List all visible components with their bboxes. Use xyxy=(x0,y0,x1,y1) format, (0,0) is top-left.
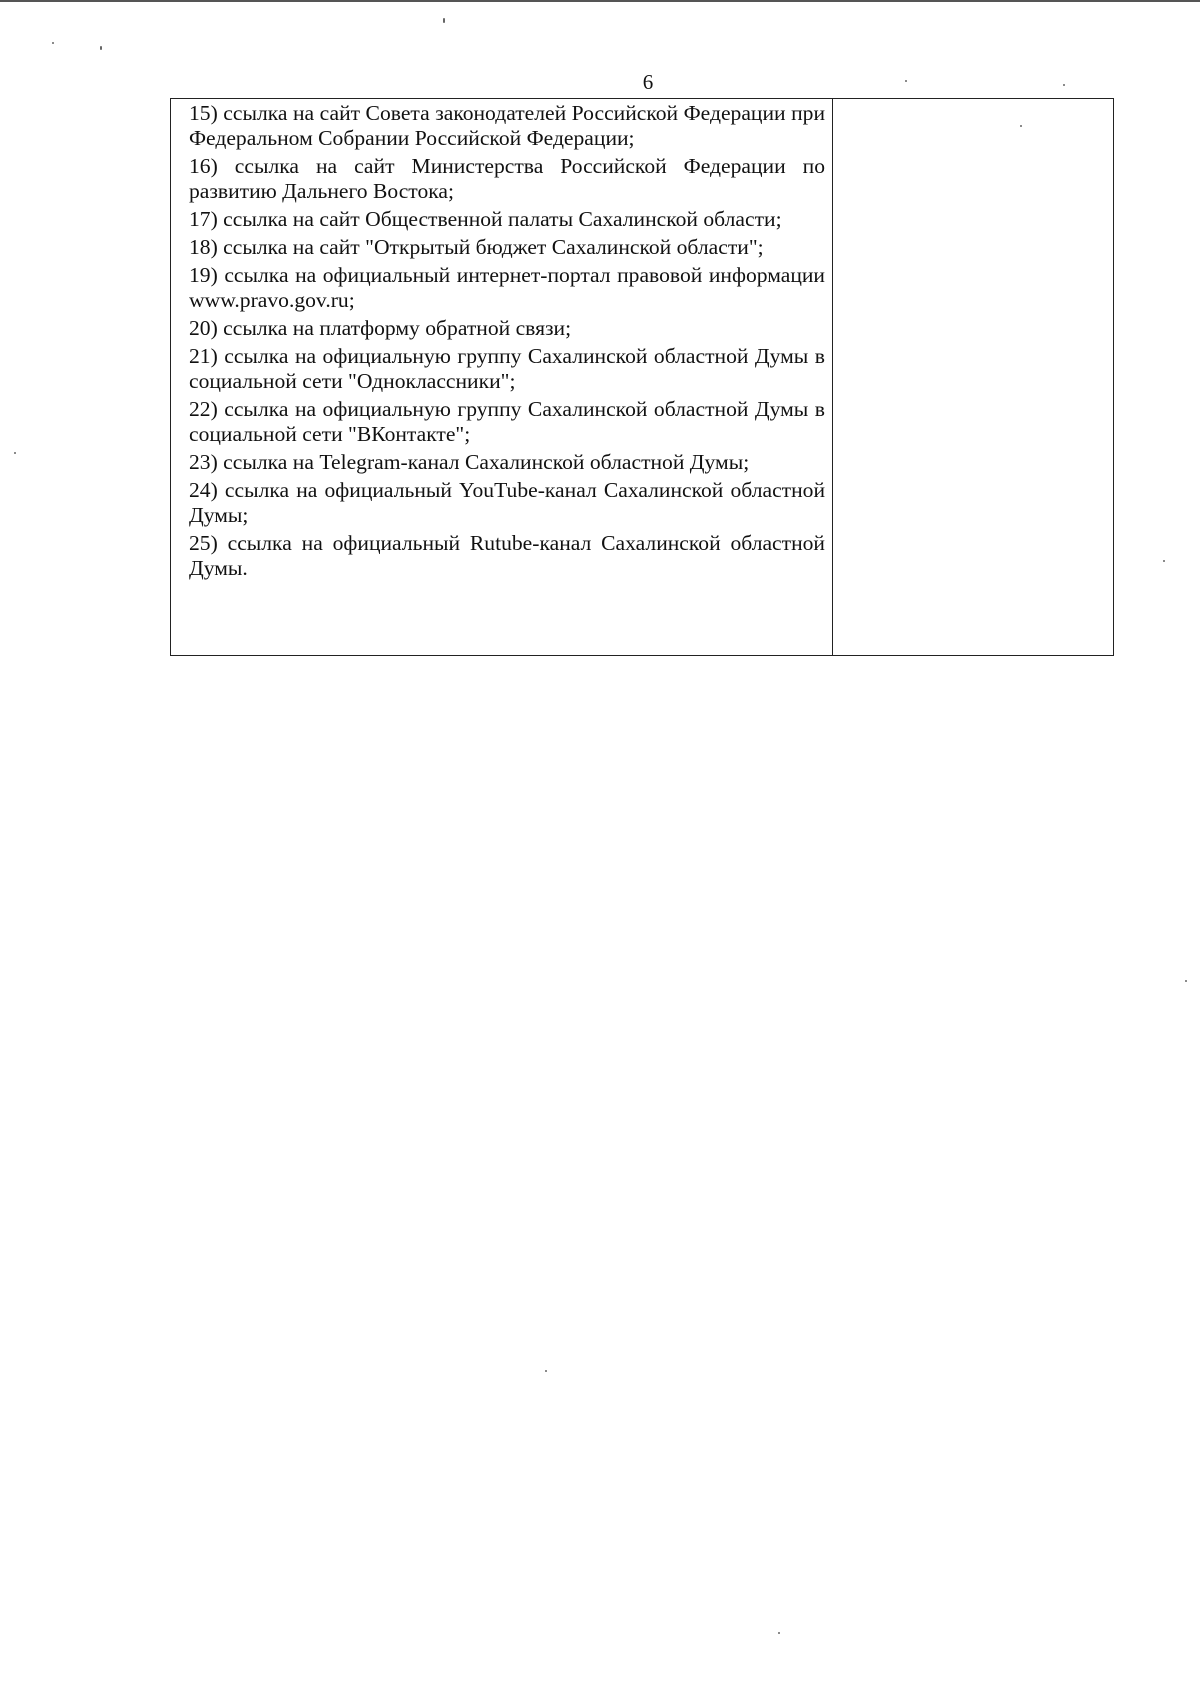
scan-speck xyxy=(1020,125,1022,127)
list-item: 17) ссылка на сайт Общественной палаты Сахалинской области; xyxy=(189,207,782,231)
list-item: 15) ссылка на сайт Совета законодателей Российской Федерации при Федеральном Собрании Российской Федерации; xyxy=(189,101,825,150)
list-item: 25) ссылка на официальный Rutube-канал Сахалинской областной Думы. xyxy=(189,531,825,580)
list-item: 24) ссылка на официальный YouTube-канал Сахалинской областной Думы; xyxy=(189,478,825,527)
list-item: 19) ссылка на официальный интернет-портал правовой информации www.pravo.gov.ru; xyxy=(189,263,825,312)
scan-speck xyxy=(14,452,16,454)
scan-speck xyxy=(545,1370,547,1372)
scan-speck xyxy=(905,80,907,82)
table-right-column xyxy=(833,99,1113,655)
list-item: 18) ссылка на сайт "Открытый бюджет Сахалинской области"; xyxy=(189,235,764,259)
scan-speck xyxy=(52,42,54,44)
list-item: 20) ссылка на платформу обратной связи; xyxy=(189,316,572,340)
scan-speck xyxy=(443,18,445,23)
page-number: 6 xyxy=(642,70,654,94)
list-item: 16) ссылка на сайт Министерства Российской Федерации по развитию Дальнего Востока; xyxy=(189,154,825,203)
content-table xyxy=(170,98,1114,656)
list-item: 21) ссылка на официальную группу Сахалинской областной Думы в социальной сети "Одноклассники"; xyxy=(189,344,825,393)
list-item: 23) ссылка на Telegram-канал Сахалинской областной Думы; xyxy=(189,450,750,474)
scan-speck xyxy=(778,1632,780,1634)
scan-speck xyxy=(100,46,102,50)
scan-edge-line xyxy=(0,0,1200,2)
list-item: 22) ссылка на официальную группу Сахалинской областной Думы в социальной сети "ВКонтакте"; xyxy=(189,397,825,446)
scan-speck xyxy=(1163,560,1165,562)
table-left-column xyxy=(171,99,833,655)
scan-speck xyxy=(1185,980,1187,982)
scan-speck xyxy=(1063,84,1065,86)
